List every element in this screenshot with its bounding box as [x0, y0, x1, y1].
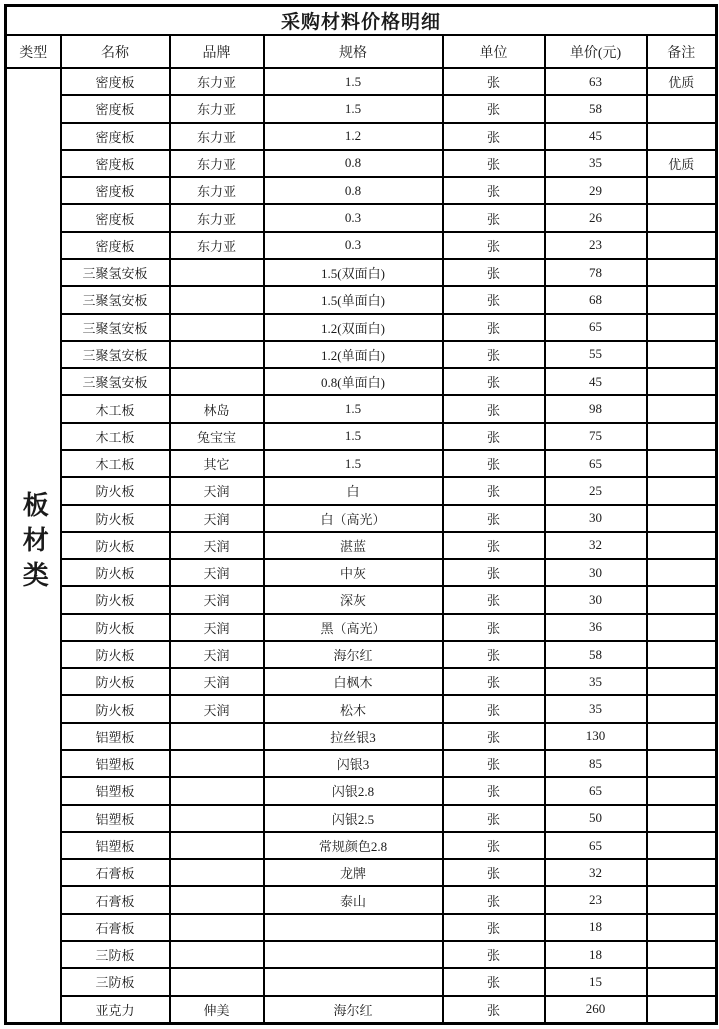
cell-name: 防火板 — [61, 586, 170, 613]
cell-spec: 0.8(单面白) — [264, 368, 443, 395]
cell-unit: 张 — [443, 95, 545, 122]
cell-note — [647, 123, 717, 150]
cell-unit: 张 — [443, 750, 545, 777]
cell-brand: 天润 — [170, 641, 264, 668]
cell-name: 密度板 — [61, 177, 170, 204]
cell-brand — [170, 832, 264, 859]
cell-unit: 张 — [443, 286, 545, 313]
page-title: 采购材料价格明细 — [6, 6, 717, 36]
cell-note — [647, 532, 717, 559]
cell-brand: 天润 — [170, 505, 264, 532]
cell-brand — [170, 941, 264, 968]
table-row — [6, 614, 717, 641]
cell-spec: 1.2 — [264, 123, 443, 150]
cell-spec: 白 — [264, 477, 443, 504]
table-row — [6, 232, 717, 259]
cell-note — [647, 259, 717, 286]
cell-note — [647, 968, 717, 995]
cell-name: 密度板 — [61, 204, 170, 231]
cell-spec: 1.5 — [264, 423, 443, 450]
cell-unit: 张 — [443, 941, 545, 968]
cell-name: 防火板 — [61, 668, 170, 695]
table-row — [6, 423, 717, 450]
table-row — [6, 586, 717, 613]
header-row — [6, 35, 717, 68]
cell-note — [647, 395, 717, 422]
cell-name: 石膏板 — [61, 886, 170, 913]
cell-note — [647, 859, 717, 886]
column-header-name: 名称 — [61, 35, 170, 68]
cell-spec: 常规颜色2.8 — [264, 832, 443, 859]
cell-brand: 东力亚 — [170, 68, 264, 95]
table-row — [6, 886, 717, 913]
cell-note — [647, 586, 717, 613]
cell-brand — [170, 259, 264, 286]
table-row — [6, 368, 717, 395]
table-row — [6, 641, 717, 668]
cell-brand: 东力亚 — [170, 123, 264, 150]
cell-note — [647, 695, 717, 722]
cell-name: 木工板 — [61, 450, 170, 477]
cell-name: 防火板 — [61, 641, 170, 668]
cell-price: 32 — [545, 859, 647, 886]
cell-brand: 天润 — [170, 695, 264, 722]
table-row — [6, 150, 717, 177]
cell-brand: 天润 — [170, 532, 264, 559]
table-row — [6, 968, 717, 995]
cell-unit: 张 — [443, 641, 545, 668]
cell-price: 32 — [545, 532, 647, 559]
cell-price: 65 — [545, 832, 647, 859]
cell-spec: 松木 — [264, 695, 443, 722]
cell-name: 木工板 — [61, 395, 170, 422]
cell-note: 优质 — [647, 150, 717, 177]
cell-spec: 海尔红 — [264, 641, 443, 668]
cell-spec — [264, 968, 443, 995]
cell-unit: 张 — [443, 68, 545, 95]
cell-price: 25 — [545, 477, 647, 504]
column-header-type: 类型 — [6, 35, 61, 68]
table-row — [6, 450, 717, 477]
cell-price: 65 — [545, 450, 647, 477]
table-row — [6, 723, 717, 750]
cell-name: 石膏板 — [61, 914, 170, 941]
cell-name: 亚克力 — [61, 996, 170, 1024]
cell-unit: 张 — [443, 559, 545, 586]
cell-note — [647, 559, 717, 586]
cell-name: 防火板 — [61, 614, 170, 641]
cell-brand: 其它 — [170, 450, 264, 477]
table-row — [6, 204, 717, 231]
cell-brand — [170, 286, 264, 313]
cell-brand — [170, 805, 264, 832]
cell-name: 防火板 — [61, 477, 170, 504]
column-header-unit: 单位 — [443, 35, 545, 68]
cell-price: 65 — [545, 314, 647, 341]
price-table — [4, 4, 718, 1025]
cell-unit: 张 — [443, 450, 545, 477]
cell-price: 78 — [545, 259, 647, 286]
table-row — [6, 259, 717, 286]
cell-price: 85 — [545, 750, 647, 777]
table-row — [6, 859, 717, 886]
cell-brand: 林岛 — [170, 395, 264, 422]
cell-unit: 张 — [443, 259, 545, 286]
cell-brand: 天润 — [170, 559, 264, 586]
cell-price: 130 — [545, 723, 647, 750]
cell-spec: 黑（高光） — [264, 614, 443, 641]
cell-brand: 东力亚 — [170, 232, 264, 259]
cell-price: 58 — [545, 641, 647, 668]
cell-spec: 1.2(单面白) — [264, 341, 443, 368]
cell-spec: 1.5(单面白) — [264, 286, 443, 313]
cell-note — [647, 286, 717, 313]
cell-name: 密度板 — [61, 95, 170, 122]
cell-spec: 1.5 — [264, 95, 443, 122]
cell-brand — [170, 914, 264, 941]
table-row — [6, 505, 717, 532]
cell-note — [647, 996, 717, 1024]
cell-note — [647, 204, 717, 231]
title-row — [6, 6, 717, 36]
cell-name: 铝塑板 — [61, 777, 170, 804]
cell-unit: 张 — [443, 505, 545, 532]
table-row — [6, 477, 717, 504]
cell-spec: 1.2(双面白) — [264, 314, 443, 341]
category-cell — [6, 68, 61, 1024]
cell-spec: 闪银2.5 — [264, 805, 443, 832]
cell-unit: 张 — [443, 886, 545, 913]
cell-unit: 张 — [443, 723, 545, 750]
cell-price: 260 — [545, 996, 647, 1024]
cell-spec: 泰山 — [264, 886, 443, 913]
cell-spec: 深灰 — [264, 586, 443, 613]
table-row — [6, 532, 717, 559]
cell-note — [647, 314, 717, 341]
cell-brand: 东力亚 — [170, 150, 264, 177]
cell-unit: 张 — [443, 777, 545, 804]
cell-unit: 张 — [443, 695, 545, 722]
cell-note — [647, 805, 717, 832]
cell-price: 18 — [545, 914, 647, 941]
cell-spec: 闪银2.8 — [264, 777, 443, 804]
cell-brand: 伸美 — [170, 996, 264, 1024]
cell-price: 30 — [545, 559, 647, 586]
cell-spec: 拉丝银3 — [264, 723, 443, 750]
cell-note — [647, 832, 717, 859]
category-label: 板材类 — [19, 491, 49, 596]
cell-spec: 1.5 — [264, 450, 443, 477]
cell-unit: 张 — [443, 204, 545, 231]
cell-price: 15 — [545, 968, 647, 995]
cell-name: 铝塑板 — [61, 832, 170, 859]
cell-brand — [170, 968, 264, 995]
cell-unit: 张 — [443, 614, 545, 641]
cell-price: 68 — [545, 286, 647, 313]
table-row — [6, 914, 717, 941]
cell-spec: 0.8 — [264, 150, 443, 177]
cell-unit: 张 — [443, 668, 545, 695]
cell-brand — [170, 859, 264, 886]
cell-brand: 兔宝宝 — [170, 423, 264, 450]
cell-name: 防火板 — [61, 532, 170, 559]
cell-note — [647, 614, 717, 641]
cell-brand — [170, 886, 264, 913]
cell-brand: 天润 — [170, 477, 264, 504]
cell-spec: 湛蓝 — [264, 532, 443, 559]
cell-price: 65 — [545, 777, 647, 804]
cell-note — [647, 914, 717, 941]
cell-price: 35 — [545, 150, 647, 177]
table-row — [6, 777, 717, 804]
cell-price: 30 — [545, 505, 647, 532]
cell-brand: 天润 — [170, 614, 264, 641]
table-row — [6, 395, 717, 422]
cell-note — [647, 177, 717, 204]
cell-brand — [170, 723, 264, 750]
cell-name: 铝塑板 — [61, 805, 170, 832]
cell-brand: 东力亚 — [170, 204, 264, 231]
cell-brand — [170, 777, 264, 804]
cell-note — [647, 341, 717, 368]
column-header-spec: 规格 — [264, 35, 443, 68]
table-row — [6, 177, 717, 204]
cell-note — [647, 423, 717, 450]
cell-unit: 张 — [443, 586, 545, 613]
cell-name: 三聚氢安板 — [61, 259, 170, 286]
cell-price: 36 — [545, 614, 647, 641]
cell-note — [647, 232, 717, 259]
cell-unit: 张 — [443, 314, 545, 341]
cell-spec: 0.3 — [264, 204, 443, 231]
cell-name: 防火板 — [61, 695, 170, 722]
cell-brand: 天润 — [170, 668, 264, 695]
cell-note — [647, 777, 717, 804]
table-body — [6, 68, 717, 1024]
cell-spec: 1.5 — [264, 68, 443, 95]
cell-unit: 张 — [443, 914, 545, 941]
cell-unit: 张 — [443, 423, 545, 450]
column-header-note: 备注 — [647, 35, 717, 68]
cell-unit: 张 — [443, 996, 545, 1024]
cell-name: 密度板 — [61, 150, 170, 177]
cell-note — [647, 750, 717, 777]
table-row — [6, 341, 717, 368]
cell-unit: 张 — [443, 368, 545, 395]
cell-note — [647, 668, 717, 695]
cell-price: 45 — [545, 368, 647, 395]
table-row — [6, 668, 717, 695]
cell-note — [647, 505, 717, 532]
table-row — [6, 996, 717, 1024]
cell-brand — [170, 750, 264, 777]
column-header-price: 单价(元) — [545, 35, 647, 68]
cell-brand — [170, 341, 264, 368]
cell-note — [647, 641, 717, 668]
cell-unit: 张 — [443, 232, 545, 259]
cell-price: 30 — [545, 586, 647, 613]
cell-spec: 中灰 — [264, 559, 443, 586]
cell-note — [647, 477, 717, 504]
cell-spec — [264, 941, 443, 968]
cell-unit: 张 — [443, 150, 545, 177]
cell-name: 铝塑板 — [61, 723, 170, 750]
cell-unit: 张 — [443, 832, 545, 859]
table-row — [6, 805, 717, 832]
cell-name: 密度板 — [61, 123, 170, 150]
cell-price: 98 — [545, 395, 647, 422]
column-header-brand: 品牌 — [170, 35, 264, 68]
cell-name: 三防板 — [61, 941, 170, 968]
table-row — [6, 695, 717, 722]
cell-price: 35 — [545, 695, 647, 722]
cell-name: 密度板 — [61, 68, 170, 95]
cell-spec: 0.3 — [264, 232, 443, 259]
table-row — [6, 941, 717, 968]
table-row — [6, 314, 717, 341]
cell-spec: 闪银3 — [264, 750, 443, 777]
table-row — [6, 832, 717, 859]
cell-note — [647, 95, 717, 122]
cell-spec: 白（高光） — [264, 505, 443, 532]
cell-name: 石膏板 — [61, 859, 170, 886]
cell-brand — [170, 368, 264, 395]
cell-price: 23 — [545, 232, 647, 259]
cell-name: 三聚氢安板 — [61, 286, 170, 313]
cell-spec — [264, 914, 443, 941]
cell-name: 三防板 — [61, 968, 170, 995]
cell-note — [647, 723, 717, 750]
cell-brand: 东力亚 — [170, 95, 264, 122]
cell-unit: 张 — [443, 177, 545, 204]
cell-price: 26 — [545, 204, 647, 231]
table-row — [6, 750, 717, 777]
cell-spec: 1.5 — [264, 395, 443, 422]
cell-name: 三聚氢安板 — [61, 314, 170, 341]
cell-name: 三聚氢安板 — [61, 368, 170, 395]
cell-price: 18 — [545, 941, 647, 968]
table-row — [6, 123, 717, 150]
cell-brand: 东力亚 — [170, 177, 264, 204]
cell-name: 密度板 — [61, 232, 170, 259]
cell-price: 23 — [545, 886, 647, 913]
cell-price: 55 — [545, 341, 647, 368]
cell-unit: 张 — [443, 341, 545, 368]
cell-brand — [170, 314, 264, 341]
cell-unit: 张 — [443, 968, 545, 995]
cell-price: 45 — [545, 123, 647, 150]
cell-unit: 张 — [443, 395, 545, 422]
cell-price: 35 — [545, 668, 647, 695]
cell-price: 63 — [545, 68, 647, 95]
cell-note — [647, 941, 717, 968]
cell-spec: 1.5(双面白) — [264, 259, 443, 286]
cell-note — [647, 368, 717, 395]
cell-name: 三聚氢安板 — [61, 341, 170, 368]
cell-unit: 张 — [443, 123, 545, 150]
cell-price: 58 — [545, 95, 647, 122]
cell-spec: 0.8 — [264, 177, 443, 204]
cell-unit: 张 — [443, 477, 545, 504]
cell-note — [647, 886, 717, 913]
cell-unit: 张 — [443, 859, 545, 886]
cell-unit: 张 — [443, 532, 545, 559]
cell-spec: 白枫木 — [264, 668, 443, 695]
cell-price: 75 — [545, 423, 647, 450]
cell-name: 木工板 — [61, 423, 170, 450]
cell-brand: 天润 — [170, 586, 264, 613]
cell-name: 铝塑板 — [61, 750, 170, 777]
cell-note: 优质 — [647, 68, 717, 95]
table-row — [6, 286, 717, 313]
table-row — [6, 559, 717, 586]
cell-name: 防火板 — [61, 505, 170, 532]
cell-name: 防火板 — [61, 559, 170, 586]
cell-spec: 海尔红 — [264, 996, 443, 1024]
table-row — [6, 68, 717, 95]
cell-price: 29 — [545, 177, 647, 204]
cell-note — [647, 450, 717, 477]
cell-unit: 张 — [443, 805, 545, 832]
table-row — [6, 95, 717, 122]
cell-price: 50 — [545, 805, 647, 832]
cell-spec: 龙牌 — [264, 859, 443, 886]
